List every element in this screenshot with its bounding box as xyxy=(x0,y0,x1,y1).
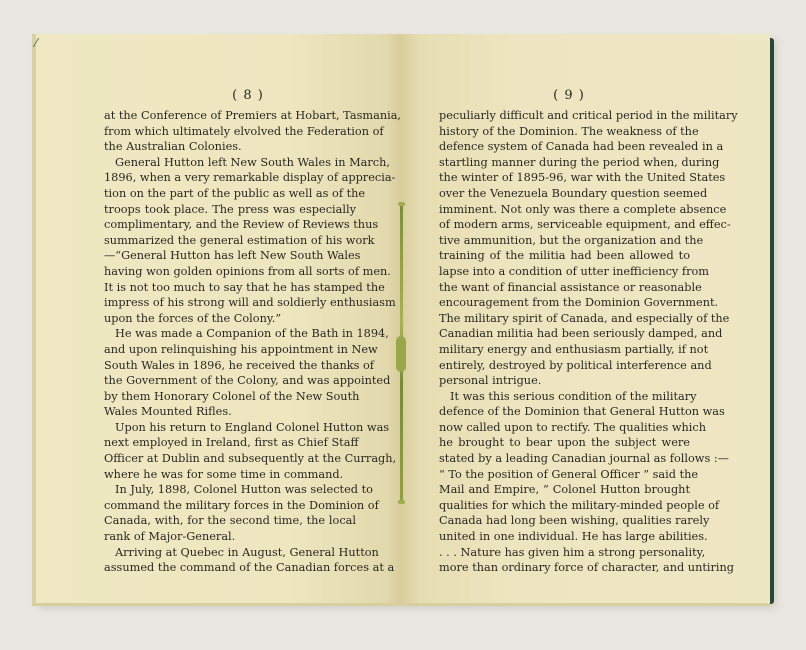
left-page-number: ( 8 ) xyxy=(232,88,264,103)
text-line: South Wales in 1896, he received the thanks of xyxy=(104,358,374,372)
right-page-text xyxy=(439,108,738,576)
text-line: General Hutton left New South Wales in March, xyxy=(115,155,390,169)
text-line: more than ordinary force of character, and untiring xyxy=(439,561,735,575)
text-line: upon the forces of the Colony.” xyxy=(104,311,282,325)
text-line: tive ammunition, but the organization and the xyxy=(439,233,704,247)
text-line: where he was for some time in command. xyxy=(104,467,344,481)
text-line: he brought to bear upon the subject were xyxy=(439,436,690,450)
right-page xyxy=(401,34,770,606)
text-line: Canada had long been wishing, qualities rarely xyxy=(439,514,710,528)
text-line: history of the Dominion. The weakness of the xyxy=(439,124,699,138)
corner-pencil-mark: ⁄ xyxy=(35,36,38,50)
binding-knot xyxy=(396,336,406,372)
text-line: tion on the part of the public as well as of the xyxy=(104,186,366,200)
text-line: united in one individual. He has large abilities. xyxy=(439,530,708,544)
text-line: startling manner during the period when, during xyxy=(439,155,720,169)
text-line: In July, 1898, Colonel Hutton was selected to xyxy=(115,483,373,497)
binding-stitch-top xyxy=(398,202,405,206)
text-line: He was made a Companion of the Bath in 1894, xyxy=(115,327,389,341)
page-edge xyxy=(32,34,36,606)
text-line: the Australian Colonies. xyxy=(104,140,242,154)
right-page-number: ( 9 ) xyxy=(553,88,585,103)
text-line: personal intrigue. xyxy=(439,374,542,388)
text-line: . . . Nature has given him a strong personality, xyxy=(439,545,706,559)
text-line: military energy and enthusiasm partially, if not xyxy=(439,342,709,356)
text-line: Mail and Empire, “ Colonel Hutton brought xyxy=(439,483,690,497)
left-page-text xyxy=(104,108,402,576)
text-line: —“General Hutton has left New South Wales xyxy=(104,249,361,263)
text-line: defence system of Canada had been revealed in a xyxy=(439,140,724,154)
left-page xyxy=(32,34,401,606)
text-line: assumed the command of the Canadian forces at a xyxy=(104,561,395,575)
text-line: Canadian militia had been seriously damped, and xyxy=(439,327,723,341)
text-line: Wales Mounted Rifles. xyxy=(104,405,232,419)
text-line: having won golden opinions from all sorts of men. xyxy=(104,264,391,278)
text-line: encouragement from the Dominion Government. xyxy=(439,296,719,310)
text-line: the Government of the Colony, and was appointed xyxy=(104,374,391,388)
text-line: It is not too much to say that he has stamped the xyxy=(104,280,385,294)
text-line: impress of his strong will and soldierly enthusiasm xyxy=(104,296,396,310)
text-line: troops took place. The press was especially xyxy=(104,202,356,216)
text-line: 1896, when a very remarkable display of apprecia- xyxy=(104,171,396,185)
text-line: at the Conference of Premiers at Hobart, Tasmania, xyxy=(104,109,402,122)
text-line: command the military forces in the Dominion of xyxy=(104,498,379,512)
text-line: Upon his return to England Colonel Hutton was xyxy=(115,420,390,434)
binding-stitch-bottom xyxy=(398,500,405,504)
text-line: by them Honorary Colonel of the New South xyxy=(104,389,360,403)
text-line: training of the militia had been allowed to xyxy=(439,249,690,263)
text-line: peculiarly difficult and critical period in the military xyxy=(439,109,738,122)
text-line: Canada, with, for the second time, the local xyxy=(104,514,356,528)
text-line: The military spirit of Canada, and especially of the xyxy=(439,311,730,325)
text-line: Arriving at Quebec in August, General Hutton xyxy=(115,545,379,559)
text-line: from which ultimately elvolved the Federation of xyxy=(104,124,384,138)
text-line: imminent. Not only was there a complete absence xyxy=(439,202,727,216)
text-line: rank of Major-General. xyxy=(104,530,236,544)
text-line: complimentary, and the Review of Reviews thus xyxy=(104,218,379,232)
text-line: and upon relinquishing his appointment in New xyxy=(104,342,378,356)
text-line: Officer at Dublin and subsequently at the Curragh, xyxy=(104,452,397,466)
text-line: the want of financial assistance or reasonable xyxy=(439,280,702,294)
open-pamphlet xyxy=(32,34,770,606)
text-line: It was this serious condition of the military xyxy=(450,389,697,403)
text-line: now called upon to rectify. The qualities which xyxy=(439,420,706,434)
text-line: “ To the position of General Officer ” said the xyxy=(439,467,699,481)
text-line: defence of the Dominion that General Hutton was xyxy=(439,405,725,419)
text-line: the winter of 1895-96, war with the United States xyxy=(439,171,726,185)
text-line: qualities for which the military-minded people of xyxy=(439,498,720,512)
text-line: next employed in Ireland, first as Chief Staff xyxy=(104,436,359,450)
text-line: over the Venezuela Boundary question seemed xyxy=(439,186,708,200)
text-line: entirely, destroyed by political interference and xyxy=(439,358,712,372)
text-line: of modern arms, serviceable equipment, and effec- xyxy=(439,218,731,232)
page-bottom-edge xyxy=(32,603,770,606)
text-line: lapse into a condition of utter inefficiency from xyxy=(439,264,709,278)
text-line: stated by a leading Canadian journal as follows :— xyxy=(439,452,729,466)
text-line: summarized the general estimation of his work xyxy=(104,233,375,247)
